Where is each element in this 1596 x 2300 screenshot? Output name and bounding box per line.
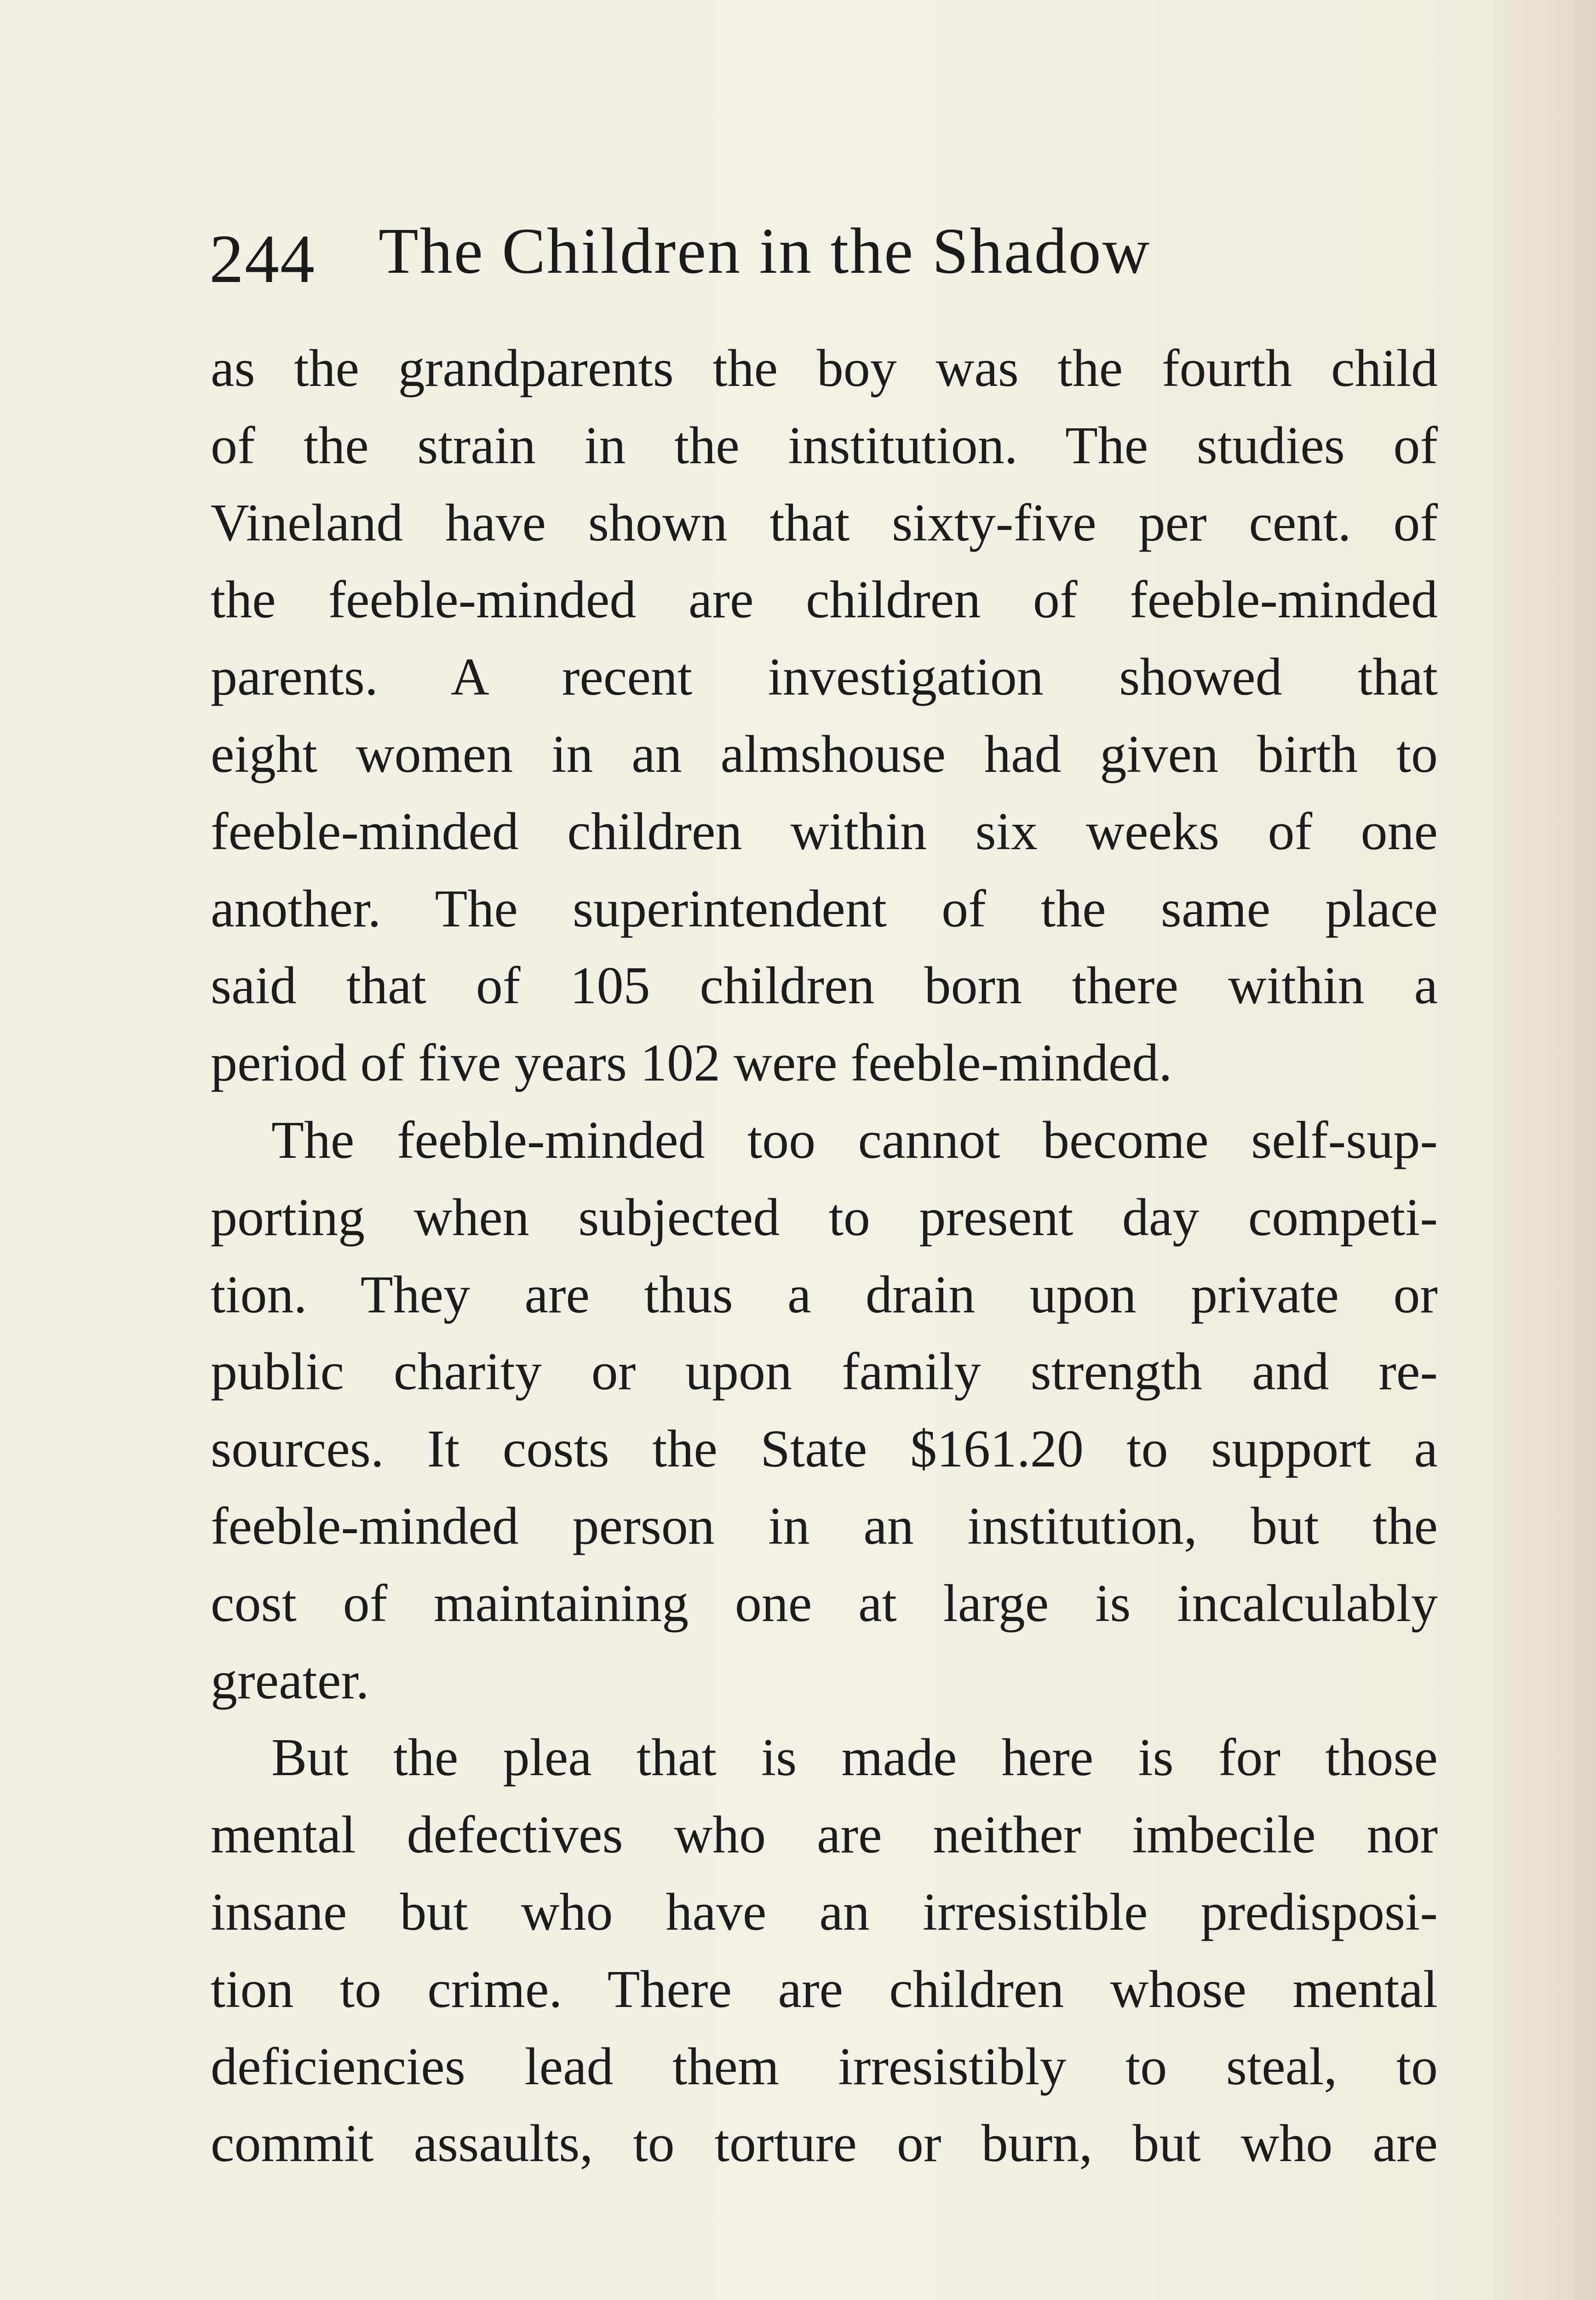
text-line: sources. It costs the State $161.20 to support a: [211, 1420, 1438, 1479]
text-line: insane but who have an irresistible predisposi-: [211, 1882, 1438, 1942]
text-line: said that of 105 children born there within a: [211, 956, 1438, 1016]
text-line: Vineland have shown that sixty-five per cent. of: [211, 493, 1438, 552]
text-line: tion. They are thus a drain upon private or: [211, 1265, 1438, 1324]
text-line: the feeble-minded are children of feeble-minded: [211, 570, 1438, 630]
text-line: tion to crime. There are children whose mental: [211, 1960, 1438, 2019]
text-line: The feeble-minded too cannot become self-sup-: [271, 1110, 1438, 1170]
text-line: as the grandparents the boy was the fourth child: [211, 339, 1438, 398]
text-line: feeble-minded children within six weeks of one: [211, 802, 1438, 861]
body-text: [211, 330, 1438, 2183]
text-line: But the plea that is made here is for those: [271, 1728, 1438, 1788]
text-line: parents. A recent investigation showed that: [211, 648, 1438, 707]
text-line: of the strain in the institution. The studies of: [211, 416, 1438, 475]
text-line: porting when subjected to present day competi-: [211, 1188, 1438, 1247]
page-number: 244: [209, 221, 316, 297]
text-line: eight women in an almshouse had given birth to: [211, 724, 1438, 784]
text-line: mental defectives who are neither imbecile nor: [211, 1806, 1438, 1865]
text-line: public charity or upon family strength and re-: [211, 1342, 1438, 1402]
text-line: cost of maintaining one at large is incalculably: [211, 1574, 1438, 1633]
text-line: feeble-minded person in an institution, but the: [211, 1496, 1438, 1556]
text-line: commit assaults, to torture or burn, but who are: [211, 2114, 1438, 2174]
text-line: another. The superintendent of the same place: [211, 879, 1438, 938]
running-title: The Children in the Shadow: [379, 214, 1151, 287]
text-line: greater.: [211, 1651, 369, 1710]
running-head: [209, 216, 1451, 308]
text-line: period of five years 102 were feeble-minded.: [211, 1034, 1172, 1093]
text-line: deficiencies lead them irresistibly to steal, to: [211, 2037, 1438, 2096]
